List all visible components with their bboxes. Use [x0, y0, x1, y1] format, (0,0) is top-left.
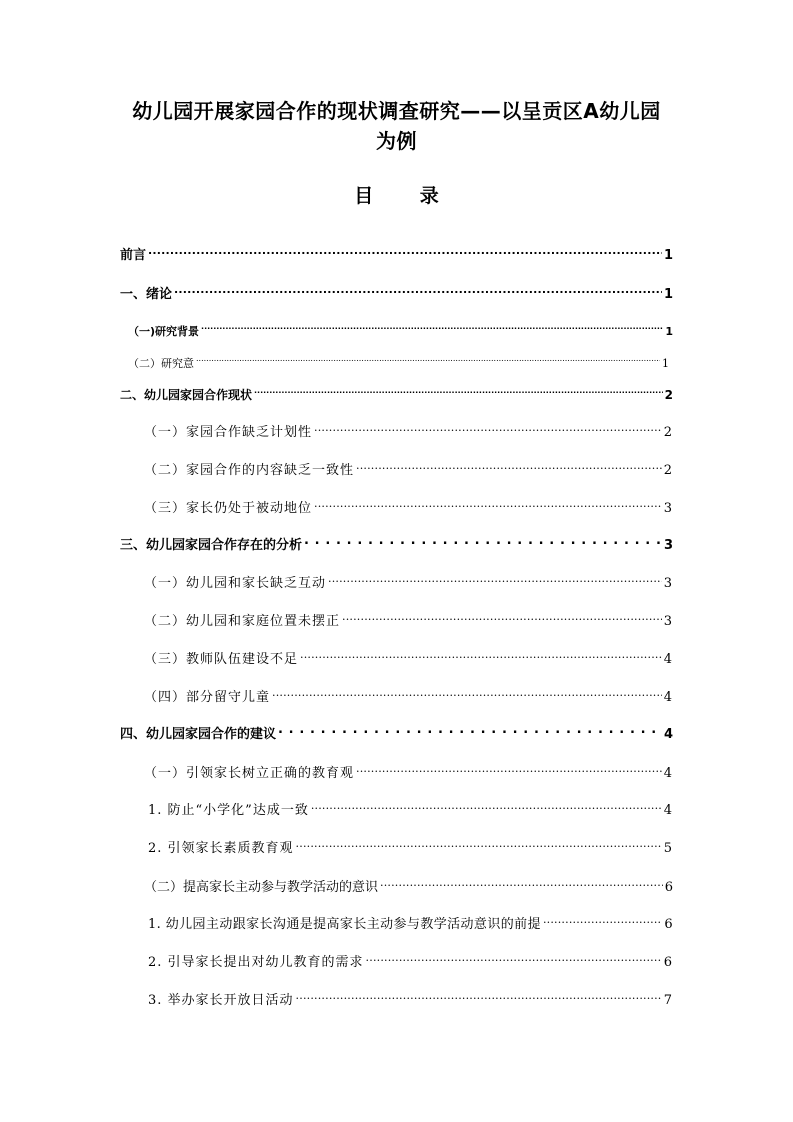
- title-line-2: 为例: [376, 129, 417, 153]
- dot-leader: [342, 607, 662, 625]
- toc-entry-page: 7: [663, 993, 673, 1008]
- dot-leader: [314, 494, 662, 512]
- dot-leader: [278, 720, 662, 738]
- toc-entry-page: 2: [664, 388, 673, 402]
- toc-entry-page: 4: [663, 690, 673, 705]
- toc-entry[interactable]: [144, 494, 673, 516]
- toc-entry[interactable]: [148, 948, 673, 970]
- dot-leader: [296, 986, 662, 1004]
- toc-entry-title: 三、幼儿园家园合作存在的分析: [120, 538, 303, 553]
- toc-entry[interactable]: [148, 834, 673, 856]
- dot-leader: [304, 531, 662, 549]
- toc-heading: 目 录: [354, 185, 459, 207]
- toc-entry[interactable]: [148, 796, 673, 818]
- toc-entry-title: （三）家长仍处于被动地位: [144, 501, 313, 516]
- toc-entry-title: （三）教师队伍建设不足: [144, 652, 299, 667]
- dot-leader: [328, 569, 662, 587]
- dot-leader: [314, 418, 662, 436]
- toc-entry-page: 1: [663, 248, 673, 263]
- toc-entry-title: 3. 举办家长开放日活动: [148, 993, 294, 1008]
- toc-entry[interactable]: [144, 418, 673, 440]
- document-title: [100, 96, 693, 156]
- toc-entry[interactable]: [144, 759, 673, 781]
- toc-entry-page: 4: [663, 803, 673, 818]
- dot-leader: [356, 759, 662, 777]
- toc-entry-title: 1. 防止“小学化”达成一致: [148, 803, 309, 818]
- toc-entry[interactable]: [128, 349, 669, 370]
- toc-entry[interactable]: [148, 910, 673, 932]
- dot-leader: [174, 280, 662, 298]
- dot-leader: [356, 456, 662, 474]
- toc-entry-page: 2: [663, 425, 673, 440]
- toc-entry-title: （二）家园合作的内容缺乏一致性: [144, 463, 355, 478]
- toc-entry-title: 前言: [120, 248, 147, 263]
- dot-leader: [254, 381, 663, 399]
- toc-entry[interactable]: [144, 645, 673, 667]
- dot-leader: [196, 349, 660, 367]
- toc-entry-title: 二、幼儿园家园合作现状: [120, 388, 253, 402]
- toc-entry-page: 1: [662, 357, 669, 370]
- toc-entry-title: （二）研究意: [128, 357, 194, 370]
- toc-entry-title: （一）家园合作缺乏计划性: [144, 425, 313, 440]
- toc-entry[interactable]: [128, 317, 673, 338]
- toc-entry-page: 6: [663, 955, 673, 970]
- toc-entry-title: （一）引领家长树立正确的教育观: [144, 766, 355, 781]
- toc-entry-page: 4: [663, 727, 673, 742]
- toc-entry[interactable]: [120, 531, 673, 553]
- toc-entry-page: 3: [663, 501, 673, 516]
- toc-entry-title: （四）部分留守儿童: [144, 690, 271, 705]
- dot-leader: [272, 683, 662, 701]
- dot-leader: [366, 948, 662, 966]
- toc-entry-title: （一)研究背景: [128, 325, 200, 338]
- toc-entry-page: 6: [664, 880, 673, 895]
- toc-entry-page: 1: [663, 287, 673, 302]
- dot-leader: [148, 241, 662, 259]
- dot-leader: [296, 834, 662, 852]
- toc-entry-title: 2. 引导家长提出对幼儿教育的需求: [148, 955, 364, 970]
- toc-entry[interactable]: [144, 607, 673, 629]
- toc-entry[interactable]: [148, 986, 673, 1008]
- toc-entry[interactable]: [144, 683, 673, 705]
- toc-entry-title: （二）提高家长主动参与教学活动的意识: [144, 880, 379, 895]
- toc-entry-page: 4: [663, 652, 673, 667]
- toc-entry-title: 2. 引领家长素质教育观: [148, 841, 294, 856]
- toc-entry[interactable]: [120, 720, 673, 742]
- toc-entry-page: 3: [663, 576, 673, 591]
- toc-entry-title: （二）幼儿园和家庭位置未摆正: [144, 614, 341, 629]
- toc-entry[interactable]: [120, 241, 673, 263]
- toc-entry-page: 1: [665, 325, 673, 338]
- toc-entry[interactable]: [144, 456, 673, 478]
- toc-entry[interactable]: [144, 569, 673, 591]
- toc-entry-page: 2: [663, 463, 673, 478]
- dot-leader: [311, 796, 662, 814]
- title-line-1: 幼儿园开展家园合作的现状调查研究——以呈贡区A幼儿园: [132, 99, 661, 123]
- toc-entry-title: 一、绪论: [120, 287, 173, 302]
- toc-entry[interactable]: [120, 381, 673, 402]
- toc-entry-page: 3: [663, 538, 673, 553]
- toc-entry-page: 4: [663, 766, 673, 781]
- dot-leader: [380, 873, 663, 891]
- toc-entry-title: 1. 幼儿园主动跟家长沟通是提高家长主动参与教学活动意识的前提: [148, 917, 541, 932]
- toc-entry-page: 6: [664, 917, 673, 932]
- toc-entry[interactable]: [144, 873, 673, 895]
- toc-entry[interactable]: [120, 280, 673, 302]
- toc-entry-title: 四、幼儿园家园合作的建议: [120, 727, 277, 742]
- toc-entry-page: 5: [663, 841, 673, 856]
- dot-leader: [300, 645, 662, 663]
- dot-leader: [201, 317, 663, 335]
- dot-leader: [543, 910, 662, 928]
- toc-entry-title: （一）幼儿园和家长缺乏互动: [144, 576, 327, 591]
- toc-entry-page: 3: [663, 614, 673, 629]
